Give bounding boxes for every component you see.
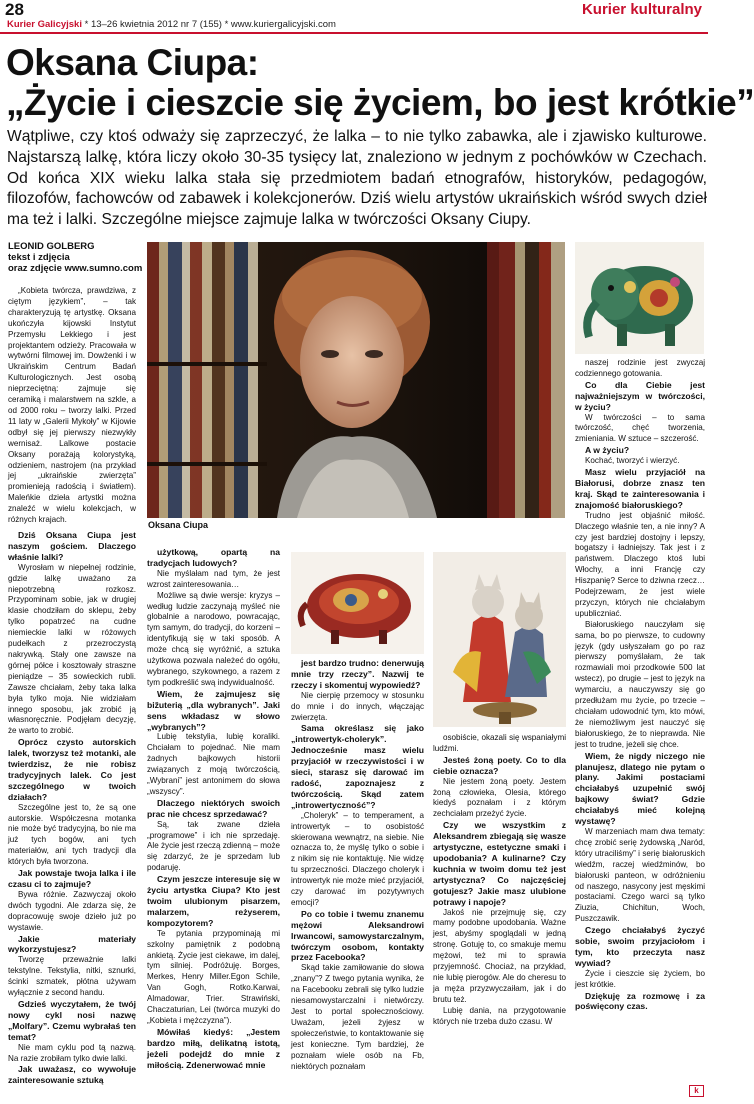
paragraph: Lubię tekstylia, lubię koraliki. Chciałam to pojednać. Nie mam żadnych bajkowych historii związanych z moją twórczością, „Wybrani” jest antonimem do słowa „wszyscy”. <box>147 732 280 796</box>
paragraph: Jakoś nie przejmuję się, czy mamy podobne upodobania. Ważne jest, abyśmy spoglądali w jedną stronę. Gotuję to, co smakuje memu mężowi, też mi to sprawia przyjemność. Chociaż, na przykład, nie lubię pierogów. Ale do cheresu to ja męża przyzwyczaiłam, jak i do brutu też. <box>433 907 566 1004</box>
interview-question: Jak uważasz, co wywołuje zainteresowanie sztuką <box>8 1064 136 1086</box>
paragraph: Nie jestem żoną poety. Jestem żoną człowieka, Olesia, którego kiedyś poznałam i z którym zechciałam przeżyć życie. <box>433 776 566 819</box>
interview-question: Po co tobie i twemu znanemu mężowi Aleksandrowi Irwancowi, samowystarczalnym, twórczym osobom, kontakty przez Facebooka? <box>291 908 424 963</box>
paragraph: Te pytania przypominają mi szkolny pamiętnik z podobną ankietą. Życie jest ciekawe, im dalej, tym silniej. Podróżuję. Borges, Merkes, Henry Miller.Egon Schile, Van Gogh, Rotko.Karwai, Almadowar, Trier. Strawiński, Chaczaturian, Lei (twórca muzyki do „Kobieta i mężczyzna”). <box>147 928 280 1025</box>
cat-dolls-image <box>433 552 566 727</box>
paragraph: Lubię dania, na przygotowanie których nie trzeba dużo czasu. W <box>433 1005 566 1026</box>
paragraph: Możliwe są dwie wersje: kryzys – według ludzie zaczynają myśleć nie globalnie a narodowo, powracając, tym samym, do tradycji, do korzeni – identyfikują się w taki sposób. A może chcą się wyróżnić, a sztuka użytkowa pozwala należeć do ogółu, wybranego, szykownego, a razem z tym podkreślić swą indywidualność. <box>147 590 280 687</box>
author-name: LEONID GOLBERG <box>8 241 95 252</box>
interview-question: Czym jeszcze interesuje się w życiu artystka Ciupa? Kto jest twoim ulubionym pisarzem, malarzem, reżyserem, kompozytorem? <box>147 874 280 928</box>
interview-question: Oprócz czysto autorskich lalek, tworzysz też motanki, ale twierdzisz, że nie robisz tradycyjnych lalek. Co jest szczególnego w twoich działach? <box>8 737 136 802</box>
interview-question: Co dla Ciebie jest najważniejszym w twórczości, w życiu? <box>575 379 705 412</box>
beaded-animal-image <box>291 552 424 654</box>
paragraph: Skąd takie zamiłowanie do słowa „znany”? Z twego pytania wynika, że na Facebooku zebrali się tylko ludzie niesamowystarczalni i nietwórczy. Jest to portal społecznościowy. Uważam, jeżeli żyjesz w społeczeństwie, to kontaktowanie się jest konieczne. Tym bardziej, że poznałam wiele osób na Fb, niektórych poznałam <box>291 963 424 1071</box>
paragraph: „Kobieta twórcza, prawdziwa, z ciętym językiem”, – tak charakteryzują tę artystkę. Oksana ukończyła kijowski Instytut Przemysłu Lekkiego i jest projektantem odzieży. Pracowała w wytwórni filmowej im. Dowżenki i w Ukraińskim Centrum Badań Kulturologicznych. Jest osobą nieprzeciętną: zajmuje się ceramiką i malarstwem na szkle, a od 2000 roku – tworzy lalki. Przed 11 laty w „Galerii Mykoły” w Kijowie odbył się jej pierwszy niezwykły wernisaż. Lalkowe postacie Oksany porażają kolorystyką, odzieniem, nastrojem (na przykład jej „ukraińskie zwierzęta” promienieją radością i światłem). Maleńkie dzieła artystki można znaleźć w wielu kolekcjach, w różnych krajach. <box>8 286 136 525</box>
paragraph: Są, tak zwane dzieła „programowe” i ich nie sprzedaję. Ale życie jest rzeczą zdienną – może się zdarzyć, że je sprzedam lub podaruję. <box>147 819 280 873</box>
portrait-image <box>147 242 565 518</box>
interview-question: Masz wielu przyjaciół na Białorusi, dobrze znasz ten kraj. Skąd te zainteresowania i znajomość białoruskiego? <box>575 467 705 510</box>
interview-question: Mówiłaś kiedyś: „Jestem bardzo miłą, delikatną istotą, jeżeli podejdź do mnie z miłością. Zdenerwować mnie <box>147 1026 280 1070</box>
interview-question: Dlaczego niektórych swoich prac nie chcesz sprzedawać? <box>147 797 280 819</box>
column-3 <box>291 658 424 1100</box>
issue-details: * 13–26 kwietnia 2012 nr 7 (155) * www.kuriergalicyjski.com <box>81 19 336 30</box>
paragraph: Kochać, tworzyć i wierzyć. <box>585 456 680 466</box>
beaded-animal-photo <box>291 552 424 654</box>
paragraph: Trudno jest objaśnić miłość. Dlaczego właśnie ten, a nie inny? A czy jest bardziej dostojny i lepszy, bogatszy i ładniejszy. Tak jest i z państwem. Dlaczego ktoś lubi Włochy, a inni Francję czy Hiszpanię? Serce to dziwna rzecz… Podejrzewam, że jest wiele przyczyn, których nie chciałabym upubliczniać. <box>575 510 705 618</box>
credit-line2: oraz zdjęcie www.sumno.com <box>8 263 143 274</box>
interview-question: Sama określasz się jako „introwertyk-choleryk”. Jednocześnie masz wielu przyjaciół w rzeczywistości i w sieci, starasz się darować im radość, zapoznajesz z twórczością. Skąd zatem „introwertyczność”? <box>291 723 424 810</box>
lead-text: Wątpliwe, czy ktoś odważy się zaprzeczyć, że lalka – to nie tylko zabawka, ale i zjawisko kulturowe. Najstarszą lalkę, która liczy około 30-35 tysięcy lat, znaleziono w jednym z pochówków w Czechach. Od końca XIX wieku lalka stała się przedmiotem badań etnografów, historyków, pedagogów, filozofów, fachowców od zabawek i kolekcjonerów. Dziś wielu artystów ukraińskich wśród swych dzieł ma też i lalki. Szczególne miejsce zajmuje lalka w twórczości Oksany Ciupy. <box>7 128 707 229</box>
interview-question: użytkową, opartą na tradycjach ludowych? <box>147 547 280 568</box>
paragraph: osobiście, okazali się wspaniałymi ludźmi. <box>433 733 566 753</box>
interview-question: Czy we wszystkim z Aleksandrem zbiegają się wasze artystyczne, estetyczne smaki i upodobania? A kulinarne? Czy kuchnia w twoim domu też jest artystyczna? Co najczęściej gotujesz? Jakie masz ulubione potrawy i napoje? <box>433 820 566 907</box>
column-4 <box>433 733 566 1100</box>
portrait-photo <box>147 242 565 518</box>
paragraph: Nie cierpię przemocy w stosunku do mnie i do innych, włączając zwierzęta. <box>291 690 424 722</box>
paragraph: naszej rodzinie jest zwyczaj codziennego gotowania. <box>575 358 705 378</box>
section-title: Kurier kulturalny <box>581 1 702 18</box>
interview-question: Gdzieś wyczytałem, że twój nowy cykl nosi nazwę „Molfary”. Czemu wybrałaś ten temat? <box>8 998 136 1042</box>
interview-question: Jesteś żoną poety. Co to dla ciebie oznacza? <box>433 754 566 776</box>
interview-question: Dziś Oksana Ciupa jest naszym gościem. Dlaczego właśnie lalki? <box>8 530 136 562</box>
paragraph: Nie myślałam nad tym, że jest wzrost zainteresowania… <box>147 568 280 589</box>
cat-dolls-photo <box>433 552 566 727</box>
paragraph: „Choleryk” – to temperament, a introwertyk – to osobistość skierowana wewnątrz, na siebie. Nie oznacza to, że myślę tylko o sobie i z nikim się nie kontaktuję. Nie widzę tu sprzeczności. Dlaczego choleryk i introwertyk nie może mieć przyjaciół, czy darować im pozytywnych emocji? <box>291 810 424 907</box>
end-mark: k <box>689 1085 704 1097</box>
author-credit <box>8 241 142 274</box>
paragraph: Bywa różnie. Zazwyczaj około dwóch tygodni. Ale zdarza się, że dopracowuję swoje dzieło już po wystawie. <box>8 889 136 932</box>
article-lead <box>7 127 707 231</box>
paragraph: Nie mam cyklu pod tą nazwą. Na razie zrobiłam tylko dwie lalki. <box>8 1042 136 1063</box>
column-5 <box>575 358 705 1084</box>
header-divider <box>0 32 708 34</box>
interview-question: Wiem, że nigdy niczego nie planujesz, dlatego nie pytam o plany. Jakimi postaciami chciałabyś uzupełnić swój bajkowy świat? Gdzie chciałabyś mieć kolejną wystawę? <box>575 750 705 827</box>
interview-question: Jakie materiały wykorzystujesz? <box>8 933 136 955</box>
interview-question: Czego chciałabyś życzyć sobie, swoim przyjaciołom i tym, kto przeczyta nasz wywiad? <box>575 925 705 968</box>
article-title-line2: „Życie i cieszcie się życiem, bo jest krótkie” <box>6 82 754 123</box>
page-number: 28 <box>5 0 24 19</box>
interview-question: jest bardzo trudno: denerwują mnie trzy rzeczy”. Nazwij te rzeczy i skomentuj wypowiedź? <box>291 658 424 690</box>
paragraph: W twórczości – to sama twórczość, chęć tworzenia, zmieniania. W sztuce – szczerość. <box>575 412 705 444</box>
column-1-bottom <box>8 530 136 1100</box>
publication-name: Kurier Galicyjski <box>7 19 82 30</box>
column-2 <box>147 547 280 1100</box>
interview-question: Dziękuję za rozmowę i za poświęcony czas. <box>575 990 705 1012</box>
credit-line1: tekst i zdjęcia <box>8 252 70 263</box>
paragraph: Białoruskiego nauczyłam się sama, bo po pierwsze, to cudowny język (gdy usłyszałam go po raz pierwszy pomyślałam, że tak rozmawiali moi przodkowie 500 lat wstecz), po drugie – jest to język na wymarciu, a nauczywszy się go przedłużam mu życie, po trzecie – chciałam udowodnić tym, kto mówi, że niemożliwym jest nauczyć się białoruskiego, że to nieprawda. Nie jest to trudne, jeżeli się chce. <box>575 619 705 749</box>
column-1-top <box>8 286 136 525</box>
elephant-doll-photo <box>575 242 704 354</box>
paragraph: Szczególne jest to, że są one autorskie. Współczesna motanka nie może być tradycyjną, bo nie ma już tych bogów, ani tych materiałów, ani tych tradycji dla których była tworzona. <box>8 802 136 867</box>
interview-question: Wiem, że zajmujesz się bižuterią „dla wybranych”. Jaki sens wkładasz w słowo „wybranych”? <box>147 688 280 732</box>
interview-question: A w życiu? <box>585 445 630 456</box>
paragraph: W marzeniach mam dwa tematy: chcę zrobić serię żydowską „Naród, który utraciliśmy” i serię białoruskich wiedźm, raczej wiedźminów, bo białoruski panteon, w odróżnieniu od naszego, nasycony jest męskimi postaciami. Czego warci są tylko Ziuzia, Chichitun, Woch, Puszczawik. <box>575 826 705 924</box>
interview-question: Jak powstaje twoja lalka i ile czasu ci to zajmuje? <box>8 868 136 889</box>
paragraph: Tworzę przeważnie lalki tekstylne. Tekstylia, nitki, sznurki, ścinki szmatek, płótna używam wyłącznie z second handu. <box>8 955 136 998</box>
paragraph: Wyrosłam w niepełnej rodzinie, gdzie lalkę uważano za niepotrzebną rozkosz. Przypominam sobie, jak w drugiej klasie chodziłam do sklepu, żeby tylko popatrzeć na cudne niemieckie lalki w różowych pudełkach z przezroczystą nakrywką. Stały one zawsze na górnej półce i kosztowały straszne pieniądze – 35 sowieckich rubli. Zawsze chciałam, żeby taka lalka była tylko moja. Nie widziałam innego sposobu, jak zrobić ją własnoręcznie. Podjęłam decyzję, że warto to zrobić. <box>8 562 136 736</box>
issue-info <box>7 19 336 30</box>
article-title-line1: Oksana Ciupa: <box>6 42 259 83</box>
paragraph: Życie i cieszcie się życiem, bo jest krótkie. <box>575 968 705 989</box>
photo-caption: Oksana Ciupa <box>148 520 209 530</box>
elephant-doll-image <box>575 242 704 354</box>
